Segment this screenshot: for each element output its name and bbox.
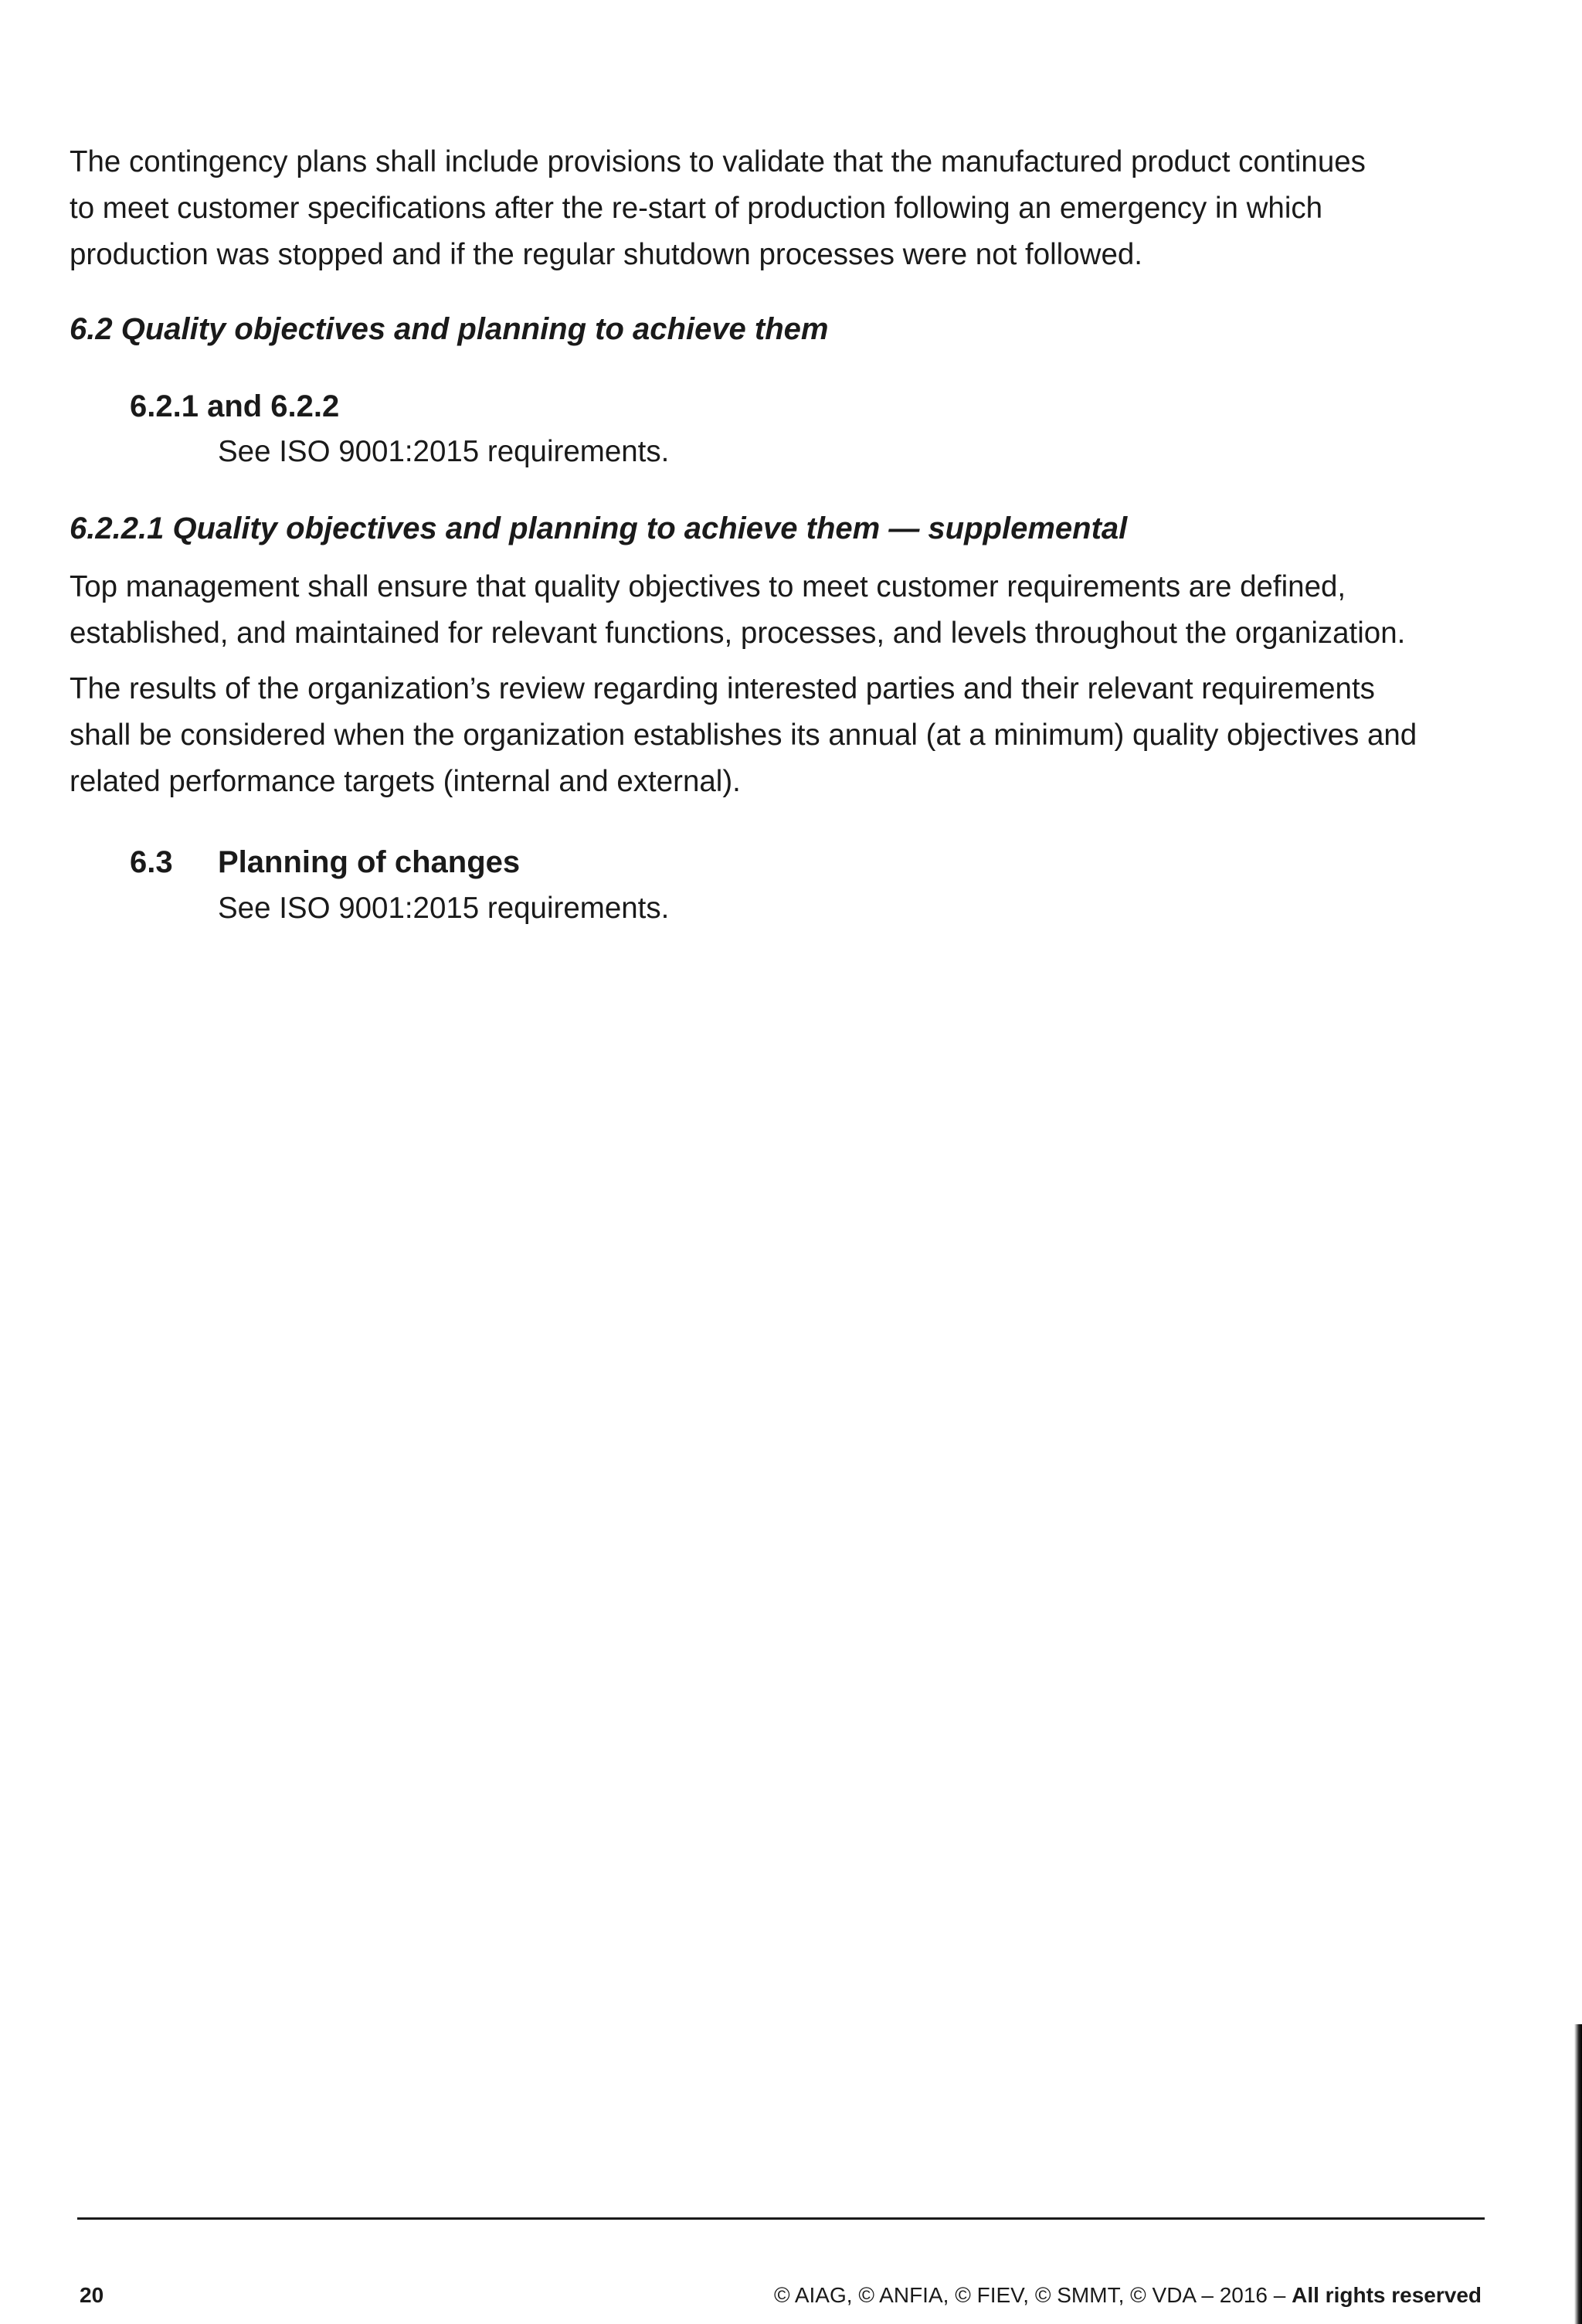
- intro-line: to meet customer specifications after the re-start of production following an emergency in which: [70, 192, 1323, 225]
- paragraph-line: related performance targets (internal and external).: [70, 765, 741, 798]
- rights-reserved-text: All rights reserved: [1292, 2283, 1482, 2307]
- section-6-2-2-1-heading: 6.2.2.1 Quality objectives and planning to achieve them — supplemental: [70, 511, 1128, 545]
- intro-paragraph: [70, 139, 1522, 278]
- section-6-3-number: 6.3: [130, 845, 173, 879]
- section-6-2-2-1-paragraph-2: [70, 666, 1522, 805]
- section-6-3-see-text: See ISO 9001:2015 requirements.: [218, 892, 670, 925]
- section-6-2-heading: 6.2 Quality objectives and planning to achieve them: [70, 312, 829, 346]
- intro-line: production was stopped and if the regular shutdown processes were not followed.: [70, 238, 1142, 271]
- intro-line: The contingency plans shall include provisions to validate that the manufactured product continues: [70, 145, 1366, 178]
- paragraph-line: The results of the organization’s review regarding interested parties and their relevant requirements: [70, 672, 1375, 705]
- copyright-text: © AIAG, © ANFIA, © FIEV, © SMMT, © VDA – 2016 –: [773, 2283, 1286, 2307]
- section-6-3-title: Planning of changes: [218, 845, 521, 879]
- paragraph-line: Top management shall ensure that quality objectives to meet customer requirements are defined,: [70, 570, 1346, 603]
- paragraph-line: shall be considered when the organization establishes its annual (at a minimum) quality objectives and: [70, 719, 1417, 752]
- section-6-2-1-number: 6.2.1 and 6.2.2: [130, 389, 340, 423]
- scan-edge-shadow: [1574, 2024, 1582, 2324]
- section-6-2-2-1-paragraph-1: [70, 564, 1522, 657]
- footer-divider: [77, 2217, 1485, 2220]
- footer-copyright: [774, 2283, 1482, 2308]
- section-6-2-1-see-text: See ISO 9001:2015 requirements.: [218, 435, 670, 468]
- paragraph-line: established, and maintained for relevant functions, processes, and levels throughout the organization.: [70, 617, 1406, 650]
- page-number: 20: [80, 2283, 104, 2307]
